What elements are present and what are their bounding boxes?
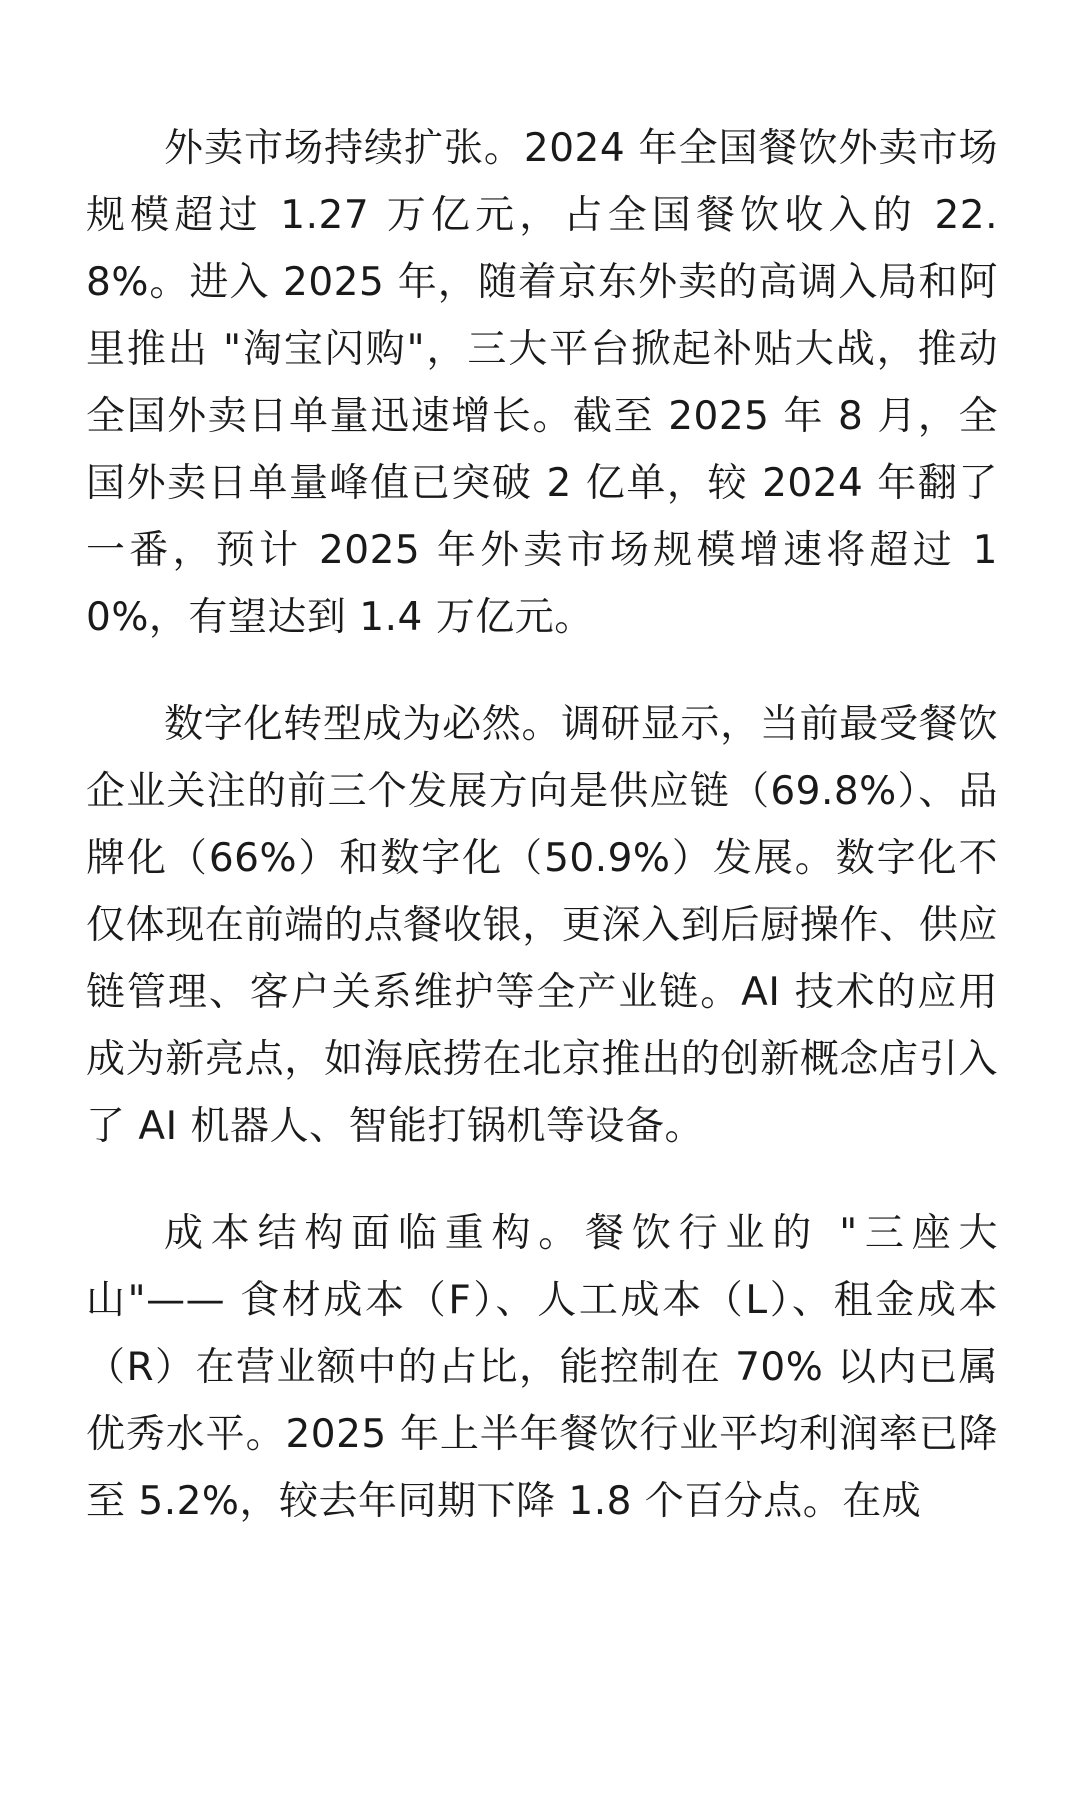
paragraph-delivery-market: 外卖市场持续扩张。2024 年全国餐饮外卖市场规模超过 1.27 万亿元，占全国餐饮收入的 22.8%。进入 2025 年，随着京东外卖的高调入局和阿里推出 "淘宝闪购"，三大平台掀起补贴大战，推动全国外卖日单量迅速增长。截至 2025 年 8 月，全国外卖日单量峰值已突破 2 亿单，较 2024 年翻了一番，预计 2025 年外卖市场规模增速将超过 10%，有望达到 1.4 万亿元。: [86, 126, 998, 640]
paragraph-cost-structure: 成本结构面临重构。餐饮行业的 "三座大山"—— 食材成本（F）、人工成本（L）、租金成本（R）在营业额中的占比，能控制在 70% 以内已属优秀水平。2025 年上半年餐饮行业平均利润率已降至 5.2%，较去年同期下降 1.8 个百分点。在成: [86, 1211, 998, 1524]
paragraph-digital-transformation: 数字化转型成为必然。调研显示，当前最受餐饮企业关注的前三个发展方向是供应链（69.8%）、品牌化（66%）和数字化（50.9%）发展。数字化不仅体现在前端的点餐收银，更深入到后厨操作、供应链管理、客户关系维护等全产业链。AI 技术的应用成为新亮点，如海底捞在北京推出的创新概念店引入了 AI 机器人、智能打锅机等设备。: [86, 702, 998, 1149]
article-body: [86, 115, 998, 1575]
